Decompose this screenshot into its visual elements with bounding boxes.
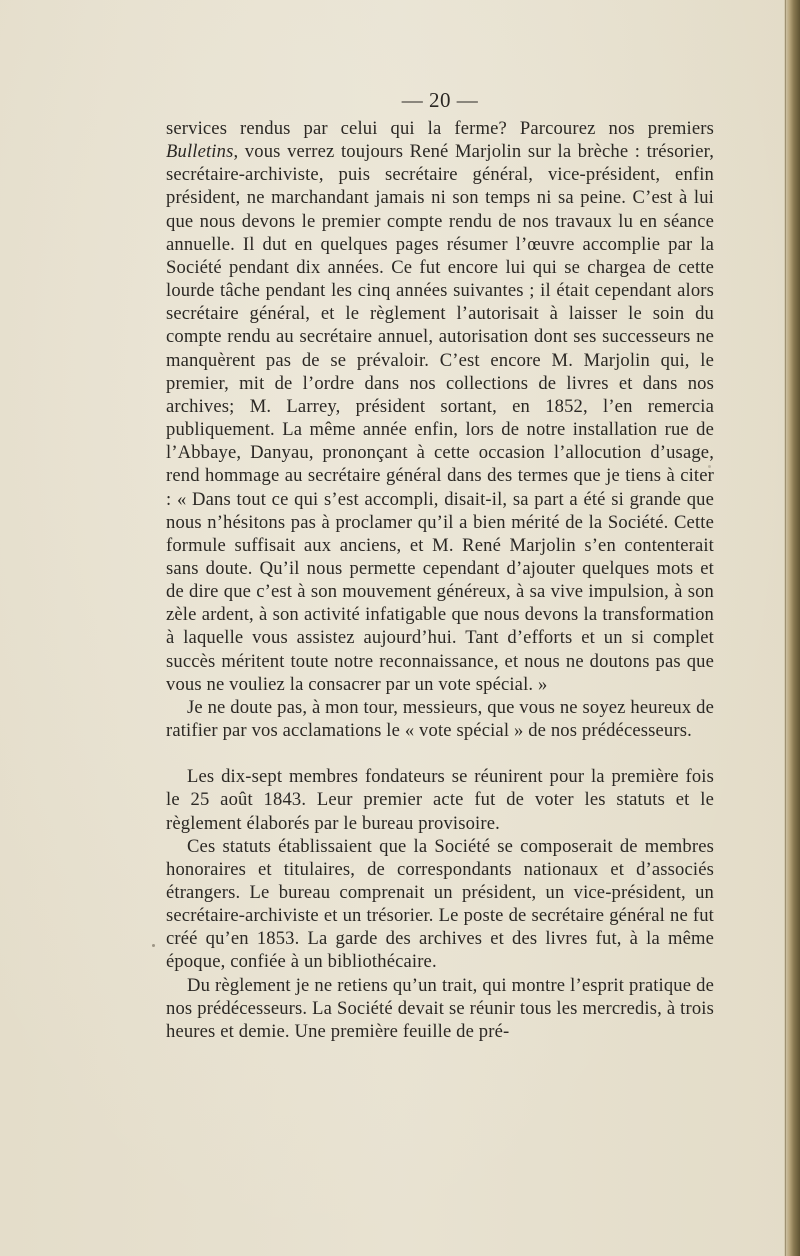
paragraph-ratify: Je ne doute pas, à mon tour, messieurs, que vous ne soyez heureux de ratifier par vos acclamations le « vote spécial » de nos prédécesseurs. [166,696,714,742]
page-body [166,117,714,1043]
paragraph-marjolin: services rendus par celui qui la ferme? Parcourez nos premiers Bulletins, vous verrez toujours René Marjolin sur la brèche : trésorier, secrétaire-archiviste, puis secrétaire général, vice-président, enfin président, ne marchandant jamais ni son temps ni sa peine. C’est à lui que nous devons le premier compte rendu de nos travaux lu en séance annuelle. Il dut en quelques pages résumer l’œuvre accomplie par la Société pendant dix années. Ce fut encore lui qui se chargea de cette lourde tâche pendant les cinq années suivantes ; il était cependant alors secrétaire général, et le règlement l’autorisait à laisser le soin du compte rendu au secrétaire annuel, autorisation dont ses successeurs ne manquèrent pas de se prévaloir. C’est encore M. Marjolin qui, le premier, mit de l’ordre dans nos collections de livres et dans nos archives; M. Larrey, président sortant, en 1852, l’en remercia publiquement. La même année enfin, lors de notre installation rue de l’Abbaye, Danyau, prononçant à cette occasion l’allocution d’usage, rend hommage au secrétaire général dans des termes que je tiens à citer : « Dans tout ce qui s’est accompli, disait-il, sa part a été si grande que nous n’hésitons pas à proclamer qu’il a bien mérité de la Société. Cette formule suffisait aux anciens, et M. René Marjolin s’en contenterait sans doute. Qu’il nous permette cependant d’ajouter quelques mots et de dire que c’est à son mouvement généreux, à sa vive impulsion, à son zèle ardent, à son activité infatigable que nous devons la transformation à laquelle vous assistez aujourd’hui. Tant d’efforts et un si complet succès méritent toute notre reconnaissance, et nous ne doutons pas que vous ne vouliez la consacrer par un vote spécial. » [166,118,714,695]
paragraph-founders: Les dix-sept membres fondateurs se réunirent pour la première fois le 25 août 1843. Leur premier acte fut de voter les statuts et le règlement élaborés par le bureau provisoire. [166,766,714,834]
paragraph-reglement: Du règlement je ne retiens qu’un trait, qui montre l’esprit pratique de nos prédécesseurs. La Société devait se réunir tous les mercredis, à trois heures et demie. Une première feuille de pré- [166,974,714,1042]
page-edge-line [785,0,786,1256]
page-number: — 20 — [401,88,479,112]
paper-speck [152,944,155,947]
page-edge-shadow [784,0,800,1256]
paragraph-statutes: Ces statuts établissaient que la Société se composerait de membres honoraires et titulaires, de correspondants nationaux et d’associés étrangers. Le bureau comprenait un président, un vice-président, un secrétaire-archiviste et un trésorier. Le poste de secrétaire général ne fut créé qu’en 1853. La garde des archives et des livres fut, à la même époque, confiée à un bibliothécaire. [166,835,714,973]
italic-bulletins: Bulletins [166,141,234,163]
